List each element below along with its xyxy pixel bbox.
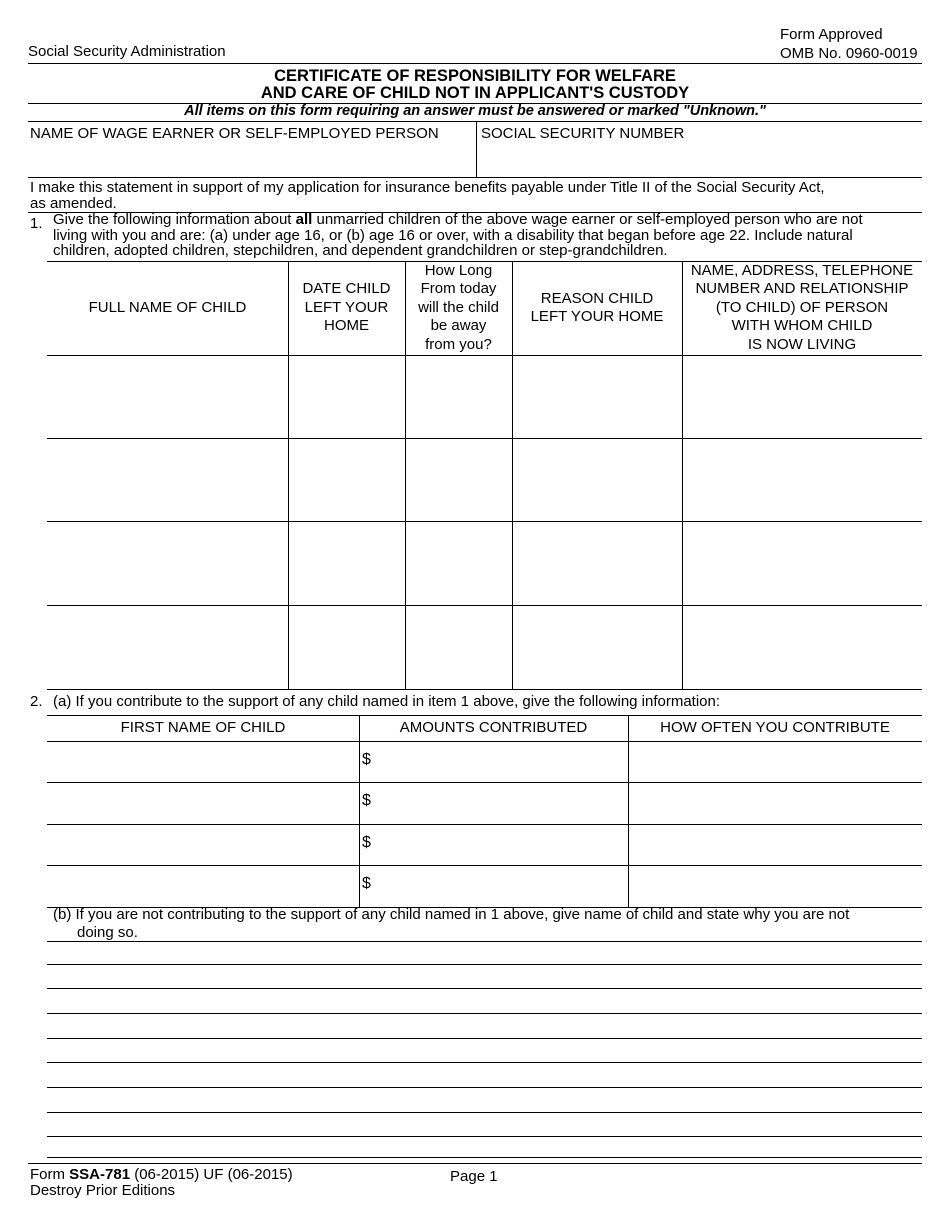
col-header-how-often: HOW OFTEN YOU CONTRIBUTE [660, 718, 890, 736]
reason-input[interactable] [514, 357, 680, 436]
part-b-answer-line[interactable] [49, 943, 920, 963]
table2-row-rule [47, 782, 922, 783]
living-with-input[interactable] [684, 607, 920, 687]
form-title-line2: AND CARE OF CHILD NOT IN APPLICANT'S CUSTODY [260, 84, 690, 102]
child-full-name-input[interactable] [49, 523, 286, 603]
answer-rule [47, 1013, 922, 1014]
ssn-label: SOCIAL SECURITY NUMBER [481, 125, 685, 142]
answer-rule [47, 1157, 922, 1158]
col-header-reason: REASON CHILD LEFT YOUR HOME [530, 289, 664, 325]
form-approved-label: Form Approved [780, 26, 883, 43]
item2-part-a-text: (a) If you contribute to the support of any child named in item 1 above, give the following information: [53, 693, 721, 710]
how-long-input[interactable] [407, 357, 510, 436]
col-header-first-name: FIRST NAME OF CHILD [120, 718, 286, 736]
how-long-input[interactable] [407, 523, 510, 603]
wage-earner-name-label: NAME OF WAGE EARNER OR SELF-EMPLOYED PERSON [30, 125, 439, 142]
first-name-input[interactable] [49, 867, 357, 905]
statement-line1: I make this statement in support of my application for insurance benefits payable under Title II of the Social Security Act, [30, 179, 825, 196]
answer-rule [47, 1087, 922, 1088]
living-with-input[interactable] [684, 440, 920, 519]
date-left-input[interactable] [290, 357, 403, 436]
date-left-input[interactable] [290, 607, 403, 687]
header-rule [28, 63, 922, 64]
how-often-input[interactable] [630, 826, 920, 863]
how-often-input[interactable] [630, 867, 920, 905]
item2-part-b-text-line1: (b) If you are not contributing to the support of any child named in 1 above, give name of child and state why you are not [53, 906, 850, 923]
table1-bottom-rule [47, 689, 922, 690]
form-title-line1: CERTIFICATE OF RESPONSIBILITY FOR WELFARE [274, 67, 676, 85]
how-long-input[interactable] [407, 607, 510, 687]
col-header-date-left: DATE CHILD LEFT YOUR HOME [302, 280, 391, 335]
form-instruction: All items on this form requiring an answer must be answered or marked "Unknown." [184, 103, 766, 119]
ssn-input[interactable] [481, 147, 919, 175]
how-often-input[interactable] [630, 784, 920, 822]
table1-row-rule [47, 438, 922, 439]
part-b-answer-line[interactable] [49, 1114, 920, 1135]
table1-row-rule [47, 605, 922, 606]
omb-number: OMB No. 0960-0019 [780, 45, 918, 62]
wage-earner-name-input[interactable] [30, 147, 470, 175]
reason-input[interactable] [514, 523, 680, 603]
amount-input[interactable] [374, 784, 626, 822]
table2-row-rule [47, 865, 922, 866]
table1-header-rule [47, 355, 922, 356]
answer-rule [47, 1136, 922, 1137]
table1-row-rule [47, 521, 922, 522]
table2-col-divider [359, 715, 360, 907]
col-header-full-name: FULL NAME OF CHILD [88, 298, 247, 316]
dollar-sign: $ [362, 751, 371, 768]
answer-rule [47, 1062, 922, 1063]
instruction-rule [28, 121, 922, 122]
living-with-input[interactable] [684, 523, 920, 603]
amount-input[interactable] [374, 867, 626, 905]
item2-number: 2. [30, 693, 43, 710]
answer-rule [47, 941, 922, 942]
part-b-answer-line[interactable] [49, 1064, 920, 1086]
item1-text-line1: Give the following information about all unmarried children of the above wage earner or self-employed person who are not [53, 211, 863, 228]
amount-input[interactable] [374, 743, 626, 780]
agency-name: Social Security Administration [28, 43, 226, 60]
part-b-answer-line[interactable] [49, 1089, 920, 1111]
first-name-input[interactable] [49, 826, 357, 863]
answer-rule [47, 1112, 922, 1113]
part-b-answer-line[interactable] [49, 1015, 920, 1037]
how-often-input[interactable] [630, 743, 920, 780]
dollar-sign: $ [362, 792, 371, 809]
item2-part-b-text-line2: doing so. [77, 924, 138, 941]
child-full-name-input[interactable] [49, 440, 286, 519]
part-b-answer-line[interactable] [49, 990, 920, 1012]
table2-row-rule [47, 824, 922, 825]
item1-text-line2: living with you and are: (a) under age 16, or (b) age 16 or over, with a disability that began before age 22. Include natural [53, 227, 853, 244]
answer-rule [47, 964, 922, 965]
table2-col-divider [628, 715, 629, 907]
first-name-input[interactable] [49, 743, 357, 780]
col-header-living-with: NAME, ADDRESS, TELEPHONE NUMBER AND RELATIONSHIP (TO CHILD) OF PERSON WITH WHOM CHILD IS NOW LIVING [690, 261, 914, 353]
table2-header-rule [47, 741, 922, 742]
child-full-name-input[interactable] [49, 607, 286, 687]
dollar-sign: $ [362, 875, 371, 892]
answer-rule [47, 988, 922, 989]
reason-input[interactable] [514, 440, 680, 519]
date-left-input[interactable] [290, 440, 403, 519]
amount-input[interactable] [374, 826, 626, 863]
page-number: Page 1 [450, 1168, 498, 1185]
destroy-prior-editions: Destroy Prior Editions [30, 1182, 176, 1199]
statement-line2: as amended. [30, 195, 117, 212]
date-left-input[interactable] [290, 523, 403, 603]
identity-divider [476, 121, 477, 177]
part-b-answer-line[interactable] [49, 1040, 920, 1061]
footer-rule [28, 1163, 922, 1164]
child-full-name-input[interactable] [49, 357, 286, 436]
dollar-sign: $ [362, 834, 371, 851]
item1-number: 1. [30, 215, 43, 232]
first-name-input[interactable] [49, 784, 357, 822]
identity-bottom-rule [28, 177, 922, 178]
col-header-amounts: AMOUNTS CONTRIBUTED [399, 718, 588, 736]
form-number: Form SSA-781 (06-2015) UF (06-2015) [30, 1166, 293, 1183]
col-header-how-long: How Long From today will the child be away from you? [418, 261, 499, 353]
reason-input[interactable] [514, 607, 680, 687]
part-b-answer-line[interactable] [49, 966, 920, 987]
answer-rule [47, 1038, 922, 1039]
part-b-answer-line[interactable] [49, 1138, 920, 1156]
how-long-input[interactable] [407, 440, 510, 519]
living-with-input[interactable] [684, 357, 920, 436]
item1-text-line3: children, adopted children, stepchildren, and dependent grandchildren or step-grandchildren. [53, 242, 668, 259]
